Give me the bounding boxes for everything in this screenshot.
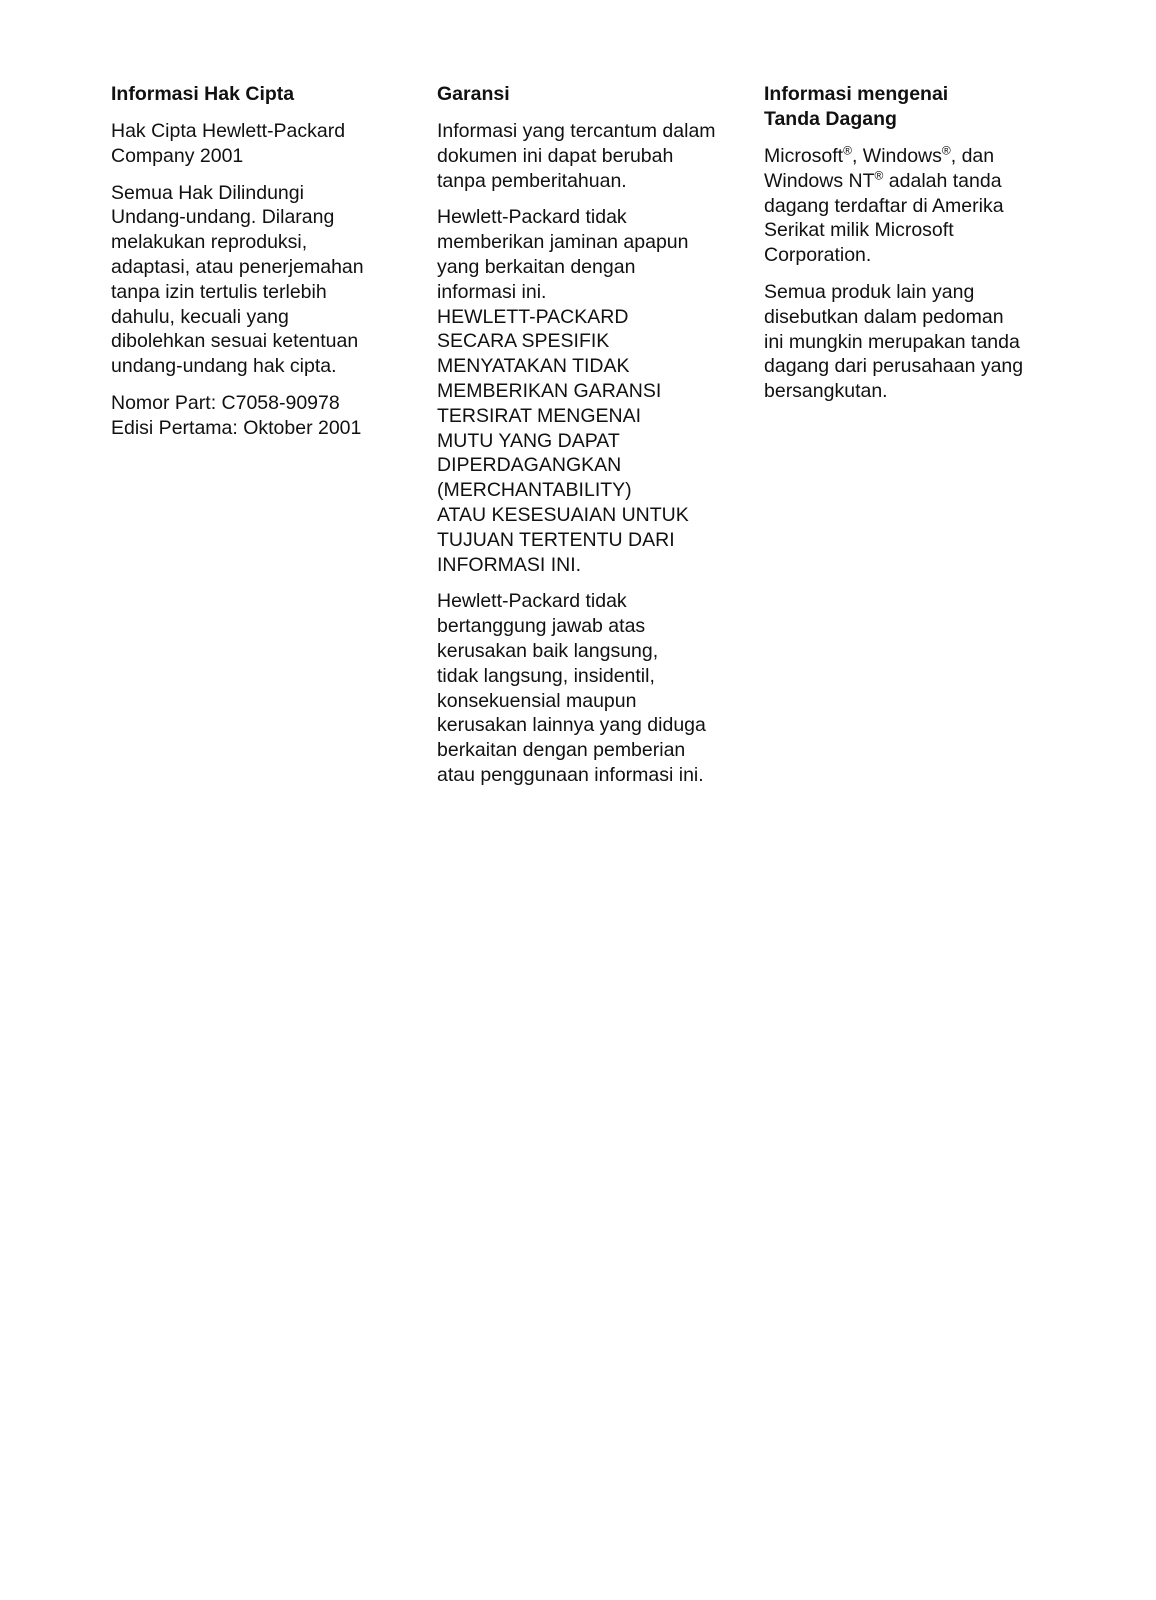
- tm-text-part-1: Microsoft: [764, 145, 844, 167]
- copyright-section: [111, 82, 381, 453]
- registered-mark-1: ®: [843, 143, 852, 158]
- tm-text-part-2: , Windows: [851, 145, 942, 167]
- liability-text: Hewlett-Packard tidak bertanggung jawab atas kerusakan baik langsung, tidak langsung, insidentil, konsekuensial maupun kerusakan lainnya yang diduga berkaitan dengan pemberian atau penggunaan informasi ini.: [437, 590, 706, 786]
- trademark-microsoft-text: [764, 144, 1054, 268]
- tm-text-part-4: adalah tanda dagang terdaftar di Amerika Serikat milik Microsoft Corporation.: [764, 169, 1004, 267]
- warranty-notice-text: Informasi yang tercantum dalam dokumen ini dapat berubah tanpa pemberitahuan.: [437, 120, 716, 192]
- trademark-section: [764, 82, 1054, 416]
- copyright-heading: Informasi Hak Cipta: [111, 83, 295, 105]
- registered-mark-2: ®: [941, 143, 951, 158]
- other-trademarks-text: Semua produk lain yang disebutkan dalam pedoman ini mungkin merupakan tanda dagang dari perusahaan yang bersangkutan.: [764, 280, 1024, 403]
- part-number-edition-text: Nomor Part: C7058-90978 Edisi Pertama: Oktober 2001: [111, 391, 362, 439]
- warranty-disclaimer-text: Hewlett-Packard tidak memberikan jaminan apapun yang berkaitan dengan informasi ini. HEWLETT-PACKARD SECARA SPESIFIK MENYATAKAN TIDAK MEMBERIKAN GARANSI TERSIRAT MENGENAI MUTU YANG DAPAT DIPERDAGANGKAN (MERCHANTABILITY) ATAU KESESUAIAN UNTUK TUJUAN TERTENTU DARI INFORMASI INI.: [437, 206, 689, 576]
- rights-reserved-text: Semua Hak Dilindungi Undang-undang. Dilarang melakukan reproduksi, adaptasi, atau penerjemahan tanpa izin tertulis terlebih dahulu, kecuali yang dibolehkan sesuai ketentuan undang-undang hak cipta.: [111, 181, 364, 378]
- warranty-section: [437, 82, 727, 800]
- copyright-holder-text: Hak Cipta Hewlett-Packard Company 2001: [111, 120, 346, 167]
- trademark-heading: Informasi mengenai Tanda Dagang: [764, 83, 949, 130]
- tm-text-part-3: , dan Windows NT: [764, 145, 995, 192]
- warranty-heading: Garansi: [437, 83, 510, 105]
- registered-mark-3: ®: [874, 168, 884, 183]
